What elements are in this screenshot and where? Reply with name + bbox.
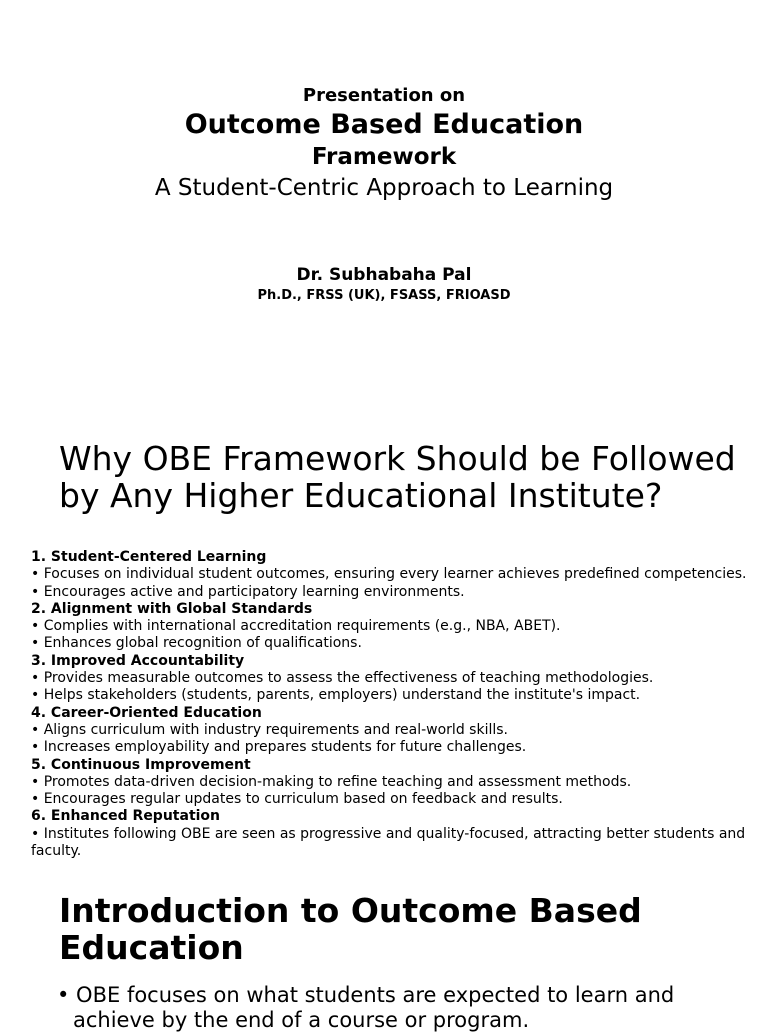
section-2 <box>31 601 763 653</box>
list-item: • OBE focuses on what students are expected to learn and achieve by the end of a course or program. <box>57 983 675 1032</box>
section-heading: 5. Continuous Improvement <box>31 756 251 773</box>
pre-title: Presentation on <box>302 85 466 106</box>
section-3 <box>31 653 763 705</box>
slide-title: Introduction to Outcome Based Education <box>59 891 642 967</box>
presentation-title-line2: Framework <box>311 144 457 170</box>
section-heading: 1. Student-Centered Learning <box>31 549 267 565</box>
slide-title: Why OBE Framework Should be Followed by Any Higher Educational Institute? <box>59 439 736 515</box>
list-item: • Encourages regular updates to curriculum based on feedback and results. <box>31 791 563 808</box>
section-heading: 6. Enhanced Reputation <box>31 808 221 825</box>
section-heading: 3. Improved Accountability <box>31 652 245 669</box>
section-1 <box>31 549 763 601</box>
list-item: • Helps stakeholders (students, parents, employers) understand the institute's impact. <box>31 687 641 704</box>
list-item: • Promotes data-driven decision-making to refine teaching and assessment methods. <box>31 773 632 790</box>
reasons-list <box>31 549 763 865</box>
list-item: • Encourages active and participatory learning environments. <box>31 583 465 600</box>
list-item: • Enhances global recognition of qualifications. <box>31 635 362 652</box>
list-item: • Aligns curriculum with industry requirements and real-world skills. <box>31 721 508 738</box>
list-item: • Provides measurable outcomes to assess the effectiveness of teaching methodologies. <box>31 670 654 687</box>
presentation-subtitle: A Student-Centric Approach to Learning <box>154 175 614 201</box>
list-item: • Institutes following OBE are seen as progressive and quality-focused, attracting better students and faculty. <box>31 825 746 860</box>
section-heading: 2. Alignment with Global Standards <box>31 600 313 617</box>
section-heading: 4. Career-Oriented Education <box>31 704 262 721</box>
section-6 <box>31 808 763 860</box>
list-item: • Increases employability and prepares students for future challenges. <box>31 739 527 756</box>
presenter-credentials: Ph.D., FRSS (UK), FSASS, FRIOASD <box>257 288 511 303</box>
presenter-name: Dr. Subhabaha Pal <box>296 265 472 285</box>
list-item: • Complies with international accreditation requirements (e.g., NBA, ABET). <box>31 618 561 635</box>
bullet-list <box>57 983 747 1033</box>
list-item: • Focuses on individual student outcomes, ensuring every learner achieves predefined competencies. <box>31 566 747 583</box>
section-4 <box>31 705 763 757</box>
presentation-title: Outcome Based Education <box>184 109 584 140</box>
section-5 <box>31 757 763 809</box>
